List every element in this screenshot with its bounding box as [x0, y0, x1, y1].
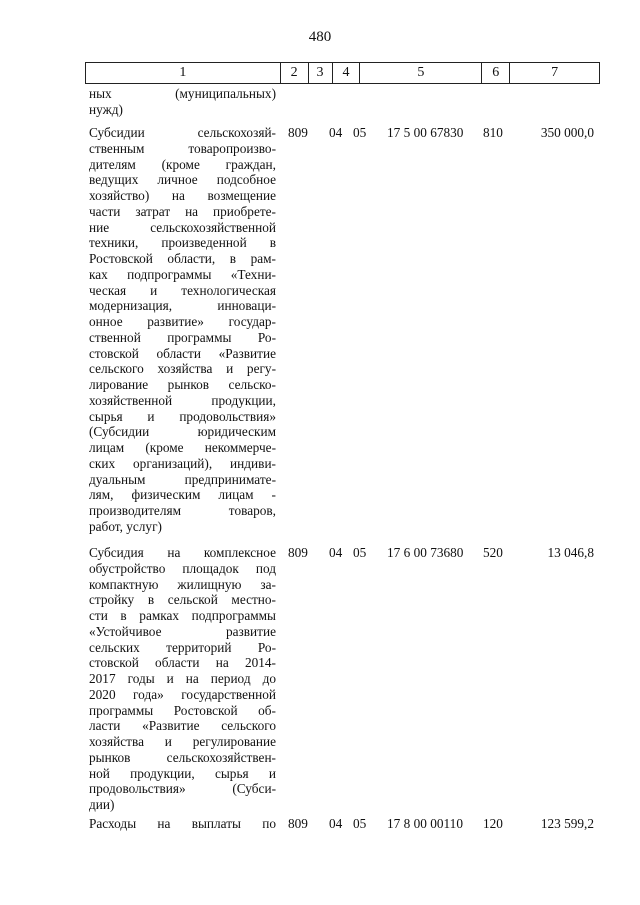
description-line: ние сельскохозяйственной: [89, 219, 276, 235]
description-line: 2017 годы и на период до: [89, 671, 276, 686]
description-line: ласти «Развитие сельского: [89, 718, 276, 734]
description-line: хозяйства и регулирование: [89, 734, 276, 749]
description-line: ведущих личное подсобное: [89, 172, 276, 188]
description-line: компактную жилищную за-: [89, 576, 276, 592]
description-line: обустройство площадок под: [89, 560, 276, 576]
description-line: лям, физическим лицам -: [89, 487, 276, 503]
row-description: [89, 545, 276, 813]
cell-admin: 809: [288, 125, 308, 140]
description-line: ческая и технологическая: [89, 282, 276, 298]
description-line: сырья и продовольствия»: [89, 408, 276, 424]
description-line: техники, произведенной в: [89, 235, 276, 251]
description-line: Ростовской области, в рам-: [89, 251, 276, 266]
description-line: сельского хозяйства и регу-: [89, 361, 276, 377]
description-line: модернизация, инноваци-: [89, 298, 276, 314]
description-line: продовольствия» (Субси-: [89, 781, 276, 797]
description-line: сти в рамках подпрограммы: [89, 608, 276, 623]
cell-sum: 13 046,8: [547, 545, 594, 560]
header-col-1: 1: [86, 63, 281, 83]
cell-sum: 123 599,2: [540, 816, 594, 831]
description-line: стовской области «Развитие: [89, 345, 276, 361]
description-line: сельских территорий Ро-: [89, 639, 276, 655]
row-description: [89, 816, 276, 832]
row-description: [89, 125, 276, 535]
description-line: части затрат на приобрете-: [89, 203, 276, 219]
description-line: производителям товаров,: [89, 503, 276, 518]
description-line: ских организаций), индиви-: [89, 455, 276, 471]
description-line: стовской области на 2014-: [89, 655, 276, 671]
cell-razdel: 04: [329, 816, 343, 831]
description-line: дителям (кроме граждан,: [89, 156, 276, 172]
header-col-7: 7: [510, 63, 600, 83]
cell-razdel: 04: [329, 545, 343, 560]
description-line: Субсидии сельскохозяй-: [89, 125, 276, 140]
description-line: Расходы на выплаты по: [89, 816, 276, 831]
description-line: лицам (кроме некоммерче-: [89, 440, 276, 455]
cell-expense-type: 120: [483, 816, 503, 831]
cell-razdel: 04: [329, 125, 343, 140]
cell-podrazdel: 05: [353, 125, 367, 140]
header-col-3: 3: [309, 63, 333, 83]
cell-target-article: 17 8 00 00110: [387, 816, 463, 831]
description-line: онное развитие» государ-: [89, 314, 276, 329]
description-line: «Устойчивое развитие: [89, 623, 276, 639]
description-line: дии): [89, 797, 115, 812]
description-line: нужд): [89, 101, 123, 117]
cell-podrazdel: 05: [353, 545, 367, 560]
cell-expense-type: 810: [483, 125, 503, 140]
description-line: 2020 года» государственной: [89, 686, 276, 702]
description-line: дуальным предпринимате-: [89, 471, 276, 487]
description-line: ках подпрограммы «Техни-: [89, 266, 276, 282]
cell-podrazdel: 05: [353, 816, 367, 831]
description-line: ной продукции, сырья и: [89, 765, 276, 781]
description-line: программы Ростовской об-: [89, 702, 276, 718]
page-number: 480: [308, 29, 332, 45]
description-line: хозяйственной продукции,: [89, 392, 276, 408]
description-line: рынков сельскохозяйствен-: [89, 749, 276, 765]
description-line: Субсидия на комплексное: [89, 545, 276, 560]
description-line: хозяйство) на возмещение: [89, 188, 276, 203]
header-col-6: 6: [482, 63, 510, 83]
description-line: стройку в сельской местно-: [89, 592, 276, 608]
description-line: (Субсидии юридическим: [89, 424, 276, 440]
description-line: ственным товаропроизво-: [89, 140, 276, 156]
row-description: [89, 86, 276, 118]
description-line: лирование рынков сельско-: [89, 377, 276, 392]
cell-admin: 809: [288, 545, 308, 560]
header-col-5: 5: [360, 63, 482, 83]
description-line: работ, услуг): [89, 518, 162, 534]
cell-target-article: 17 5 00 67830: [387, 125, 464, 140]
cell-sum: 350 000,0: [540, 125, 594, 140]
cell-expense-type: 520: [483, 545, 503, 560]
header-col-4: 4: [333, 63, 361, 83]
header-col-2: 2: [281, 63, 309, 83]
table-header: [85, 62, 600, 84]
cell-target-article: 17 6 00 73680: [387, 545, 464, 560]
description-line: ных (муниципальных): [89, 86, 276, 101]
description-line: ственной программы Ро-: [89, 329, 276, 345]
cell-admin: 809: [288, 816, 308, 831]
